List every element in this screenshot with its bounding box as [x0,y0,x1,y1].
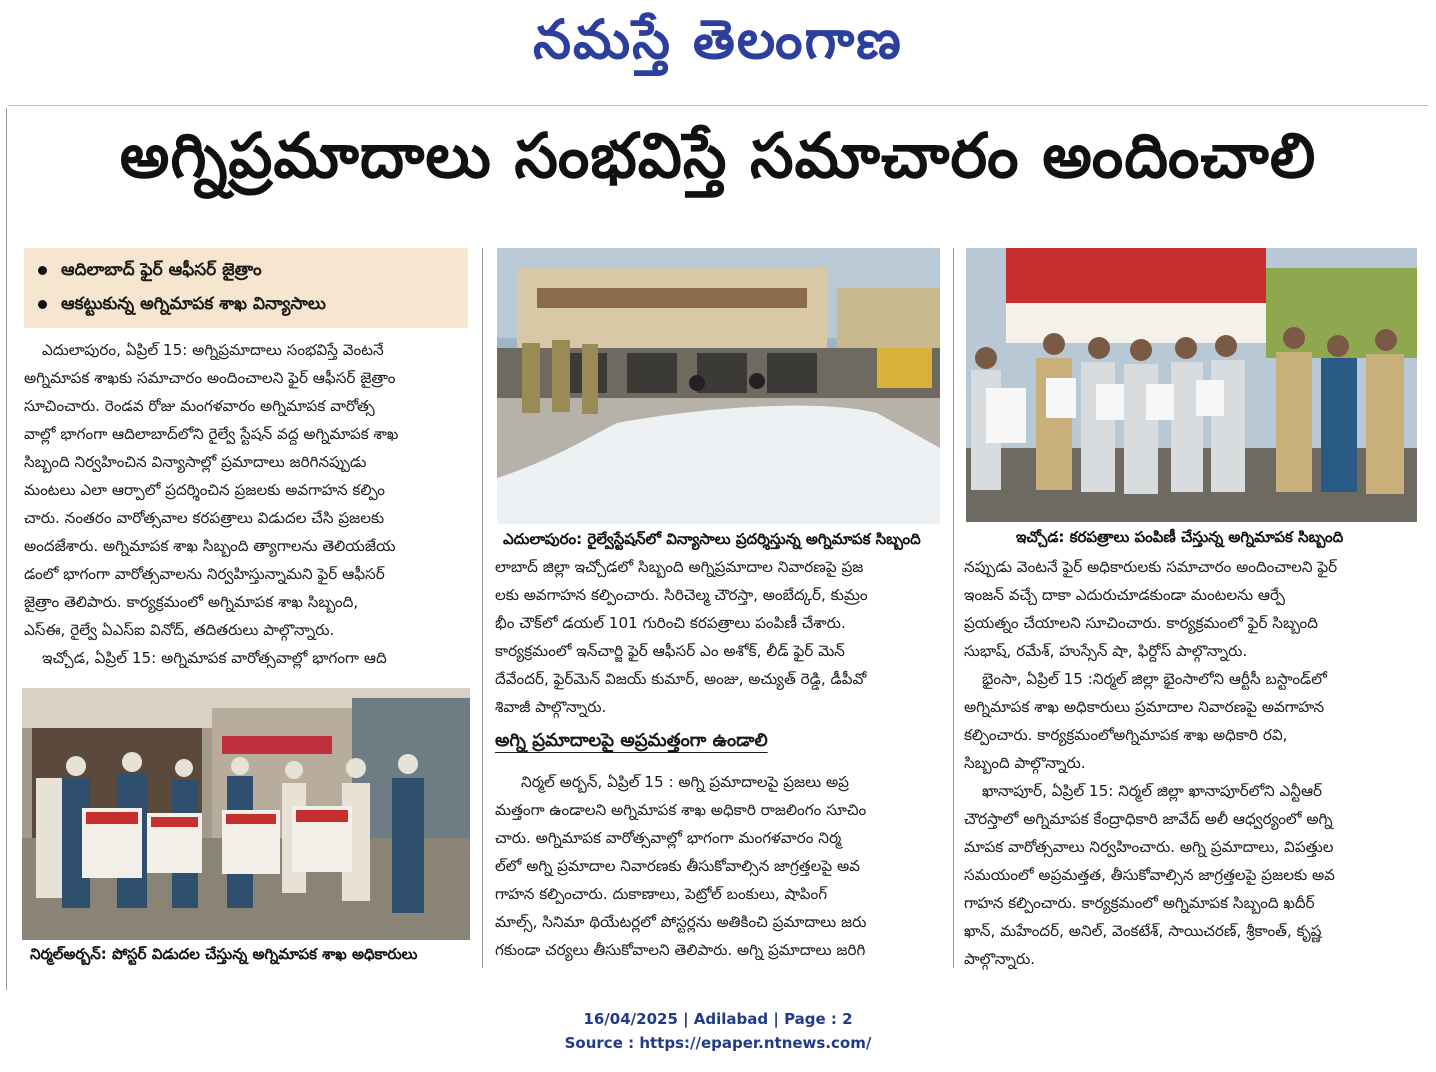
photo-ichoda-pamphlets [966,248,1417,522]
text-line: అందజేశారు. అగ్నిమాపక శాఖ సిబ్బంది త్యాగాలను తెలియజేయ [24,537,396,555]
text-line: ఇచ్చోడ, ఏప్రిల్ 15: అగ్నిమాపక వారోత్సవాల్లో భాగంగా ఆది [42,649,387,667]
text-line: కార్యక్రమంలో ఇన్‌చార్జి ఫైర్ ఆఫీసర్ ఎం అశోక్, లీడ్ ఫైర్ మెన్ [495,642,845,660]
text-line: చౌరస్తాలో అగ్నిమాపక కేంద్రాధికారి జావేద్ అలీ ఆధ్వర్యంలో అగ్ని [964,810,1333,828]
footer-source-link[interactable]: Source : https://epaper.ntnews.com/ [564,1034,872,1052]
text-line: భైంసా, ఏప్రిల్ 15 :నిర్మల్ జిల్లా భైంసాలోని ఆర్టీసీ బస్టాండ్‌లో [982,670,1327,688]
photo-ichoda-image [966,248,1417,522]
article-headline: అగ్నిప్రమాదాలు సంభవిస్తే సమాచారం అందించాలి [119,119,1317,192]
section-subheading: అగ్ని ప్రమాదాలపై అప్రమత్తంగా ఉండాలి [495,730,768,751]
text-line: అగ్నిమాపక శాఖకు సమాచారం అందించాలని ఫైర్ ఆఫీసర్ జైత్రాం [24,369,396,387]
text-line: నప్పుడు వెంటనే ఫైర్ అధికారులకు సమాచారం అందించాలని ఫైర్ [964,558,1338,576]
photo-nirmal-poster-release [22,688,470,940]
text-line: సిబ్బంది పాల్గొన్నారు. [964,754,1086,772]
bullet-icon [38,300,47,309]
text-line: శివాజీ పాల్గొన్నారు. [495,698,607,716]
caption-railway-station: ఎదులాపురం: రైల్వేస్టేషన్‌లో విన్యాసాలు ప్రదర్శిస్తున్న అగ్నిమాపక సిబ్బంది [503,530,921,548]
text-line: గాహన కల్పించారు. కార్యక్రమంలో అగ్నిమాపక సిబ్బంది ఖదీర్ [964,894,1315,912]
text-line: ఖాన్, మహేందర్, అనిల్, వెంకటేశ్, సాయిచరణ్, శ్రీకాంత్, కృష్ణ [964,922,1322,940]
article-column-2-section [495,768,940,964]
bullet-icon [38,266,47,275]
text-line: ఎదులాపురం, ఏప్రిల్ 15: అగ్నిప్రమాదాలు సంభవిస్తే వెంటనే [42,341,384,359]
text-line: సిబ్బంది నిర్వహించిన విన్యాసాల్లో ప్రమాదాలు జరిగినప్పుడు [24,453,367,471]
photo-railway-station-drill [497,248,940,524]
text-line: ప్రయత్నం చేయాలని సూచించారు. కార్యక్రమంలో ఫైర్ సిబ్బంది [964,614,1318,632]
text-line: ఖానాపూర్, ఏప్రిల్ 15: నిర్మల్ జిల్లా ఖానాపూర్‌లోని ఎన్టీఆర్ [982,782,1323,800]
text-line: అగ్నిమాపక శాఖ అధికారులు ప్రమాదాల నివారణపై అవగాహన [964,698,1325,716]
article-column-2 [495,553,940,721]
article-column-3 [964,553,1424,973]
text-line: భీం చౌక్‌లో డయల్ 101 గురించి కరపత్రాలు పంపిణీ చేశారు. [495,614,846,632]
highlights-box [24,248,468,328]
photo-station-image [497,248,940,524]
article-column-1 [24,336,468,672]
text-line: మంటలు ఎలా ఆర్పాలో ప్రదర్శించిన ప్రజలకు అవగాహన కల్పిం [24,481,385,499]
text-line: గాహన కల్పించారు. దుకాణాలు, పెట్రోల్ బంకులు, షాపింగ్ [495,885,828,903]
text-line: మాపక వారోత్సవాలు నిర్వహించారు. అగ్ని ప్రమాదాలు, విపత్తుల [964,838,1334,856]
column-divider [953,248,954,968]
text-line: నిర్మల్ అర్బన్, ఏప్రిల్ 15 : అగ్ని ప్రమాదాలపై ప్రజలు అప్ర [521,773,849,791]
column-divider [482,248,483,968]
highlight-item: ఆదిలాబాద్ ఫైర్ ఆఫీసర్ జైత్రాం [38,260,468,284]
text-line: చారు. అగ్నిమాపక వారోత్సవాల్లో భాగంగా మంగళవారం నిర్మ [495,829,842,847]
caption-ichoda: ఇచ్చోడ: కరపత్రాలు పంపిణీ చేస్తున్న అగ్నిమాపక సిబ్బంది [1016,528,1344,546]
text-line: సూచించారు. రెండవ రోజు మంగళవారం అగ్నిమాపక వారోత్స [24,397,375,415]
text-line: లకు అవగాహన కల్పించారు. సిరిచెల్మ చౌరస్తా, అంబేద్కర్, కుమ్రం [495,586,868,604]
text-line: మత్తంగా ఉండాలని అగ్నిమాపక శాఖ అధికారి రాజలింగం సూచిం [495,801,867,819]
text-line: దేవేందర్, ఫైర్‌మెన్ విజయ్ కుమార్, అంజు, అచ్యుత్ రెడ్డి, డీపీవో [495,670,867,688]
text-line: ఎస్ఈ, రైల్వే ఏఎస్ఐ వినోద్, తదితరులు పాల్గొన్నారు. [24,621,335,639]
text-line: డంలో భాగంగా వారోత్సవాలను నిర్వహిస్తున్నామని ఫైర్ ఆఫీసర్ [24,565,385,583]
text-line: గకుండా చర్యలు తీసుకోవాలని తెలిపారు. అగ్ని ప్రమాదాలు జరిగి [495,941,866,959]
text-line: కల్పించారు. కార్యక్రమంలోఅగ్నిమాపక శాఖ అధికారి రవి, [964,726,1288,744]
text-line: సమయంలో అప్రమత్తత, తీసుకోవాల్సిన జాగ్రత్తలపై ప్రజలకు అవ [964,866,1335,884]
text-line: లాబాద్ జిల్లా ఇచ్చోడలో సిబ్బంది అగ్నిప్రమాదాల నివారణపై ప్రజ [495,558,864,576]
header-rule [8,105,1428,106]
photo-nirmal-image [22,688,470,940]
footer-date-edition-page: 16/04/2025 | Adilabad | Page : 2 [583,1010,853,1028]
text-line: ఇంజన్ వచ్చే దాకా ఎదురుచూడకుండా మంటలను ఆర్పే [964,586,1285,604]
text-line: వాల్లో భాగంగా ఆదిలాబాద్‌లోని రైల్వే స్టేషన్ వద్ద అగ్నిమాపక శాఖ [24,425,399,443]
text-line: మాల్స్, సినిమా థియేటర్లలో పోస్టర్లను అతికించి ప్రమాదాలు జరు [495,913,867,931]
masthead-logo: నమస్తే తెలంగాణ [533,8,903,71]
caption-nirmal: నిర్మల్అర్బన్: పోస్టర్ విడుదల చేస్తున్న అగ్నిమాపక శాఖ అధికారులు [30,945,418,963]
text-line: సుభాష్, రమేశ్, హుస్సేన్ షా, ఫిర్దోస్ పాల్గొన్నారు. [964,642,1248,660]
page-border-left [6,108,7,990]
highlight-item: ఆకట్టుకున్న అగ్నిమాపక శాఖ విన్యాసాలు [38,294,468,318]
text-line: పాల్గొన్నారు. [964,950,1036,968]
text-line: జైత్రాం తెలిపారు. కార్యక్రమంలో అగ్నిమాపక శాఖ సిబ్బంది, [24,593,359,611]
text-line: చారు. నంతరం వారోత్సవాల కరపత్రాలు విడుదల చేసి ప్రజలకు [24,509,385,527]
text-line: ల్‌లో అగ్ని ప్రమాదాల నివారణకు తీసుకోవాల్సిన జాగ్రత్తలపై అవ [495,857,860,875]
